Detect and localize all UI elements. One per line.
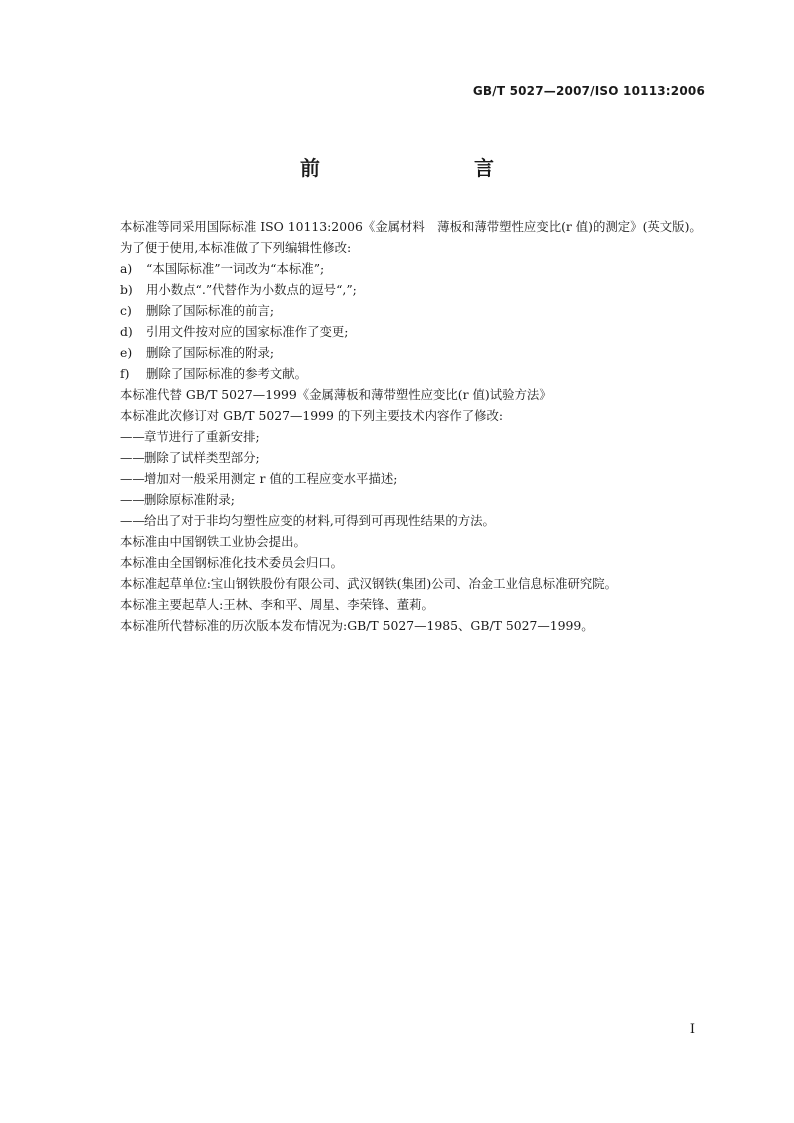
list-item	[96, 258, 708, 279]
list-item-text: 删除了国际标准的参考文献。	[146, 366, 308, 381]
list-item-marker: b)	[120, 282, 133, 297]
list-item-text: 用小数点“.”代替作为小数点的逗号“,”;	[146, 282, 357, 297]
list-item	[96, 510, 708, 531]
list-item	[96, 300, 708, 321]
proposer-paragraph: 本标准由中国钢铁工业协会提出。	[120, 534, 306, 549]
list-item-text: 引用文件按对应的国家标准作了变更;	[146, 324, 349, 339]
list-item-marker: ——	[120, 450, 145, 465]
drafting-units-paragraph: 本标准起草单位:宝山钢铁股份有限公司、武汉钢铁(集团)公司、冶金工业信息标准研究院。	[120, 576, 618, 591]
list-item	[96, 342, 708, 363]
history-paragraph: 本标准所代替标准的历次版本发布情况为:GB/T 5027—1985、GB/T 5027—1999。	[120, 618, 594, 633]
list-item-marker: a)	[120, 261, 133, 276]
list-item-text: 删除了试样类型部分;	[144, 450, 260, 465]
list-item-marker: d)	[120, 324, 133, 339]
list-item-text: “本国际标准”一词改为“本标准”;	[146, 261, 325, 276]
revision-intro-paragraph: 本标准此次修订对 GB/T 5027—1999 的下列主要技术内容作了修改:	[120, 408, 504, 423]
committee-paragraph: 本标准由全国钢标准化技术委员会归口。	[120, 555, 344, 570]
list-item-marker: ——	[120, 471, 145, 486]
list-item	[96, 468, 708, 489]
list-item	[96, 363, 708, 384]
list-item-text: 章节进行了重新安排;	[144, 429, 260, 444]
list-item-text: 删除了国际标准的附录;	[146, 345, 275, 360]
list-item-marker: ——	[120, 492, 145, 507]
list-item-text: 增加对一般采用测定 r 值的工程应变水平描述;	[144, 471, 398, 486]
edits-list	[96, 258, 708, 384]
list-item-marker: f)	[120, 366, 130, 381]
list-item	[96, 447, 708, 468]
foreword-body	[96, 216, 708, 636]
list-item	[96, 321, 708, 342]
list-item	[96, 279, 708, 300]
list-item	[96, 489, 708, 510]
list-item-marker: ——	[120, 513, 145, 528]
list-item-marker: ——	[120, 429, 145, 444]
list-item-marker: c)	[120, 303, 132, 318]
page-title: 前 言	[300, 156, 532, 180]
standard-code-header: GB/T 5027—2007/ISO 10113:2006	[472, 84, 705, 98]
list-item-text: 给出了对于非均匀塑性应变的材料,可得到可再现性结果的方法。	[144, 513, 495, 528]
edits-intro-paragraph: 为了便于使用,本标准做了下列编辑性修改:	[120, 240, 352, 255]
adoption-paragraph: 本标准等同采用国际标准 ISO 10113:2006《金属材料 薄板和薄带塑性应变比(r 值)的测定》(英文版)。	[120, 219, 702, 234]
list-item-marker: e)	[120, 345, 133, 360]
list-item	[96, 426, 708, 447]
drafters-paragraph: 本标准主要起草人:王林、李和平、周星、李荣锋、董莉。	[120, 597, 434, 612]
list-item-text: 删除原标准附录;	[144, 492, 235, 507]
replaces-paragraph: 本标准代替 GB/T 5027—1999《金属薄板和薄带塑性应变比(r 值)试验方法》	[120, 387, 552, 402]
changes-list	[96, 426, 708, 531]
list-item-text: 删除了国际标准的前言;	[146, 303, 275, 318]
page-number: I	[689, 1022, 695, 1037]
